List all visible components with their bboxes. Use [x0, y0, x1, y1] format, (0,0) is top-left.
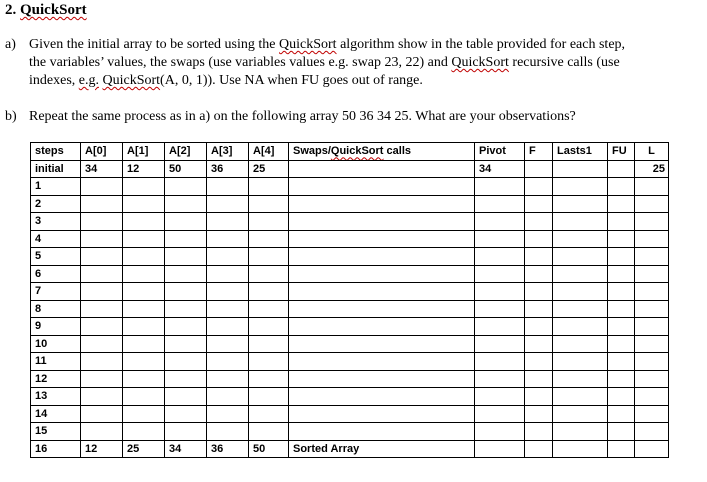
table-cell: [81, 195, 123, 213]
table-row: [31, 195, 669, 213]
table-cell: [207, 318, 249, 336]
table-row: [31, 388, 669, 406]
table-cell: [289, 283, 475, 301]
table-cell: [553, 405, 608, 423]
column-header: FU: [608, 143, 635, 161]
table-cell: [249, 195, 289, 213]
table-cell: [635, 300, 669, 318]
table-cell: [475, 248, 525, 266]
question-a-line: [29, 54, 705, 72]
question-a-line: [29, 72, 705, 90]
table-cell: [81, 388, 123, 406]
table-cell: [81, 405, 123, 423]
quicksort-trace-table: [30, 142, 669, 458]
step-cell: 6: [31, 265, 81, 283]
table-cell: [165, 265, 207, 283]
table-row: [31, 283, 669, 301]
table-cell: [475, 405, 525, 423]
table-cell: [165, 423, 207, 441]
table-cell: [475, 318, 525, 336]
table-row: [31, 300, 669, 318]
table-cell: [525, 300, 553, 318]
table-cell: [289, 423, 475, 441]
table-row: [31, 265, 669, 283]
table-cell: [289, 248, 475, 266]
table-row: [31, 335, 669, 353]
table-cell: 34: [165, 440, 207, 458]
table-cell: [81, 370, 123, 388]
question-b-label: b): [5, 109, 17, 124]
table-cell: [123, 370, 165, 388]
table-cell: [123, 318, 165, 336]
table-cell: [475, 388, 525, 406]
table-cell: [207, 230, 249, 248]
table-cell: [123, 283, 165, 301]
step-cell: 10: [31, 335, 81, 353]
step-cell: 9: [31, 318, 81, 336]
table-cell: [475, 195, 525, 213]
table-cell: [525, 265, 553, 283]
table-cell: [525, 283, 553, 301]
table-header-row: [31, 143, 669, 161]
table-row: [31, 353, 669, 371]
table-cell: [165, 353, 207, 371]
section-heading: [5, 2, 87, 19]
table-cell: [608, 388, 635, 406]
table-cell: [608, 195, 635, 213]
table-row: [31, 213, 669, 231]
table-cell: [249, 300, 289, 318]
table-cell: [525, 440, 553, 458]
table-cell: [207, 370, 249, 388]
table-cell: [608, 370, 635, 388]
table-cell: [207, 178, 249, 196]
table-cell: 25: [123, 440, 165, 458]
column-header: Swaps/QuickSort calls: [289, 143, 475, 161]
table-cell: [123, 353, 165, 371]
table-cell: [553, 335, 608, 353]
table-cell: [289, 230, 475, 248]
table-cell: [289, 353, 475, 371]
table-cell: [475, 213, 525, 231]
table-cell: [289, 388, 475, 406]
table-cell: [165, 213, 207, 231]
table-cell: [207, 405, 249, 423]
table-cell: [475, 423, 525, 441]
question-a-label: a): [5, 37, 16, 52]
table-row: [31, 405, 669, 423]
column-header: A[4]: [249, 143, 289, 161]
table-cell: [289, 178, 475, 196]
table-cell: [635, 318, 669, 336]
table-cell: [553, 178, 608, 196]
table-row: [31, 178, 669, 196]
table-cell: [249, 283, 289, 301]
table-cell: [123, 405, 165, 423]
table-cell: [165, 300, 207, 318]
table-cell: [123, 388, 165, 406]
table-cell: [207, 248, 249, 266]
table-cell: [608, 335, 635, 353]
table-cell: [123, 195, 165, 213]
table-cell: [553, 213, 608, 231]
table-cell: [635, 230, 669, 248]
table-cell: [608, 423, 635, 441]
table-cell: [475, 300, 525, 318]
table-cell: Sorted Array: [289, 440, 475, 458]
step-cell: 11: [31, 353, 81, 371]
table-cell: [249, 248, 289, 266]
table-cell: [249, 213, 289, 231]
table-cell: [165, 195, 207, 213]
table-cell: [525, 178, 553, 196]
table-cell: [207, 353, 249, 371]
table-cell: 12: [81, 440, 123, 458]
table-cell: [165, 405, 207, 423]
table-cell: [475, 370, 525, 388]
table-cell: [123, 300, 165, 318]
table-cell: [81, 318, 123, 336]
table-cell: [289, 370, 475, 388]
table-cell: [123, 335, 165, 353]
table-cell: [81, 213, 123, 231]
table-cell: [553, 423, 608, 441]
table-cell: [475, 335, 525, 353]
column-header: L: [635, 143, 669, 161]
table-cell: [635, 283, 669, 301]
table-cell: [608, 318, 635, 336]
table-cell: [525, 423, 553, 441]
table-cell: [123, 265, 165, 283]
table-cell: [525, 230, 553, 248]
table-cell: [165, 318, 207, 336]
table-cell: [553, 195, 608, 213]
table-cell: [635, 248, 669, 266]
column-header: steps: [31, 143, 81, 161]
column-header: A[3]: [207, 143, 249, 161]
step-cell: 3: [31, 213, 81, 231]
table-cell: [289, 300, 475, 318]
table-cell: [525, 160, 553, 178]
table-cell: [525, 213, 553, 231]
table-cell: [475, 230, 525, 248]
table-row: [31, 230, 669, 248]
table-cell: [249, 370, 289, 388]
table-cell: [608, 283, 635, 301]
table-cell: [525, 248, 553, 266]
misspelled-word: QuickSort: [330, 145, 384, 158]
question-a-line: [29, 36, 705, 54]
table-row: [31, 423, 669, 441]
table-cell: [165, 248, 207, 266]
table-cell: [635, 405, 669, 423]
table-cell: [553, 300, 608, 318]
table-cell: [289, 160, 475, 178]
table-cell: [289, 335, 475, 353]
table-cell: [553, 265, 608, 283]
table-cell: [165, 178, 207, 196]
table-cell: [123, 178, 165, 196]
table-cell: [525, 195, 553, 213]
table-cell: [81, 353, 123, 371]
table-cell: [249, 388, 289, 406]
step-cell: 5: [31, 248, 81, 266]
table-cell: [81, 265, 123, 283]
table-row: [31, 318, 669, 336]
table-cell: [81, 423, 123, 441]
table-cell: [553, 248, 608, 266]
table-cell: [635, 335, 669, 353]
table-cell: [635, 440, 669, 458]
table-cell: [289, 195, 475, 213]
step-cell: 15: [31, 423, 81, 441]
question-a-text-segment: recursive calls (use: [508, 55, 620, 70]
table-cell: [553, 230, 608, 248]
table-cell: [608, 440, 635, 458]
table-cell: [165, 230, 207, 248]
table-cell: 50: [165, 160, 207, 178]
table-cell: [123, 230, 165, 248]
table-cell: [123, 423, 165, 441]
table-cell: [165, 283, 207, 301]
question-a-text-segment: the variables’ values, the swaps (use variables values e.g. swap 23, 22) and: [29, 55, 452, 70]
table-cell: [553, 283, 608, 301]
step-cell: 12: [31, 370, 81, 388]
table-cell: 12: [123, 160, 165, 178]
column-header: F: [525, 143, 553, 161]
table-cell: [165, 388, 207, 406]
question-a-text: [29, 36, 705, 90]
step-cell: 14: [31, 405, 81, 423]
table-cell: [553, 160, 608, 178]
step-cell: 16: [31, 440, 81, 458]
table-row: [31, 160, 669, 178]
table-cell: [475, 265, 525, 283]
table-cell: [635, 353, 669, 371]
table-cell: [249, 318, 289, 336]
table-cell: [249, 265, 289, 283]
column-header: A[1]: [123, 143, 165, 161]
table-cell: [608, 248, 635, 266]
table-cell: [249, 423, 289, 441]
table-cell: [249, 353, 289, 371]
table-cell: [553, 370, 608, 388]
table-cell: [608, 230, 635, 248]
table-cell: 36: [207, 440, 249, 458]
table-cell: [249, 230, 289, 248]
table-cell: [608, 213, 635, 231]
table-cell: [608, 160, 635, 178]
table-cell: [289, 265, 475, 283]
misspelled-word: QuickSort: [102, 73, 161, 88]
table-cell: [289, 213, 475, 231]
question-a-text-segment: indexes,: [29, 73, 79, 88]
column-header: A[2]: [165, 143, 207, 161]
table-cell: [207, 300, 249, 318]
table-cell: [207, 423, 249, 441]
table-cell: [525, 318, 553, 336]
column-header: A[0]: [81, 143, 123, 161]
table-cell: [207, 335, 249, 353]
table-cell: 34: [475, 160, 525, 178]
table-cell: [207, 195, 249, 213]
step-cell: 4: [31, 230, 81, 248]
step-cell: 13: [31, 388, 81, 406]
table-cell: [81, 248, 123, 266]
table-cell: [207, 388, 249, 406]
step-cell: 7: [31, 283, 81, 301]
table-cell: 25: [635, 160, 669, 178]
table-cell: 25: [249, 160, 289, 178]
table-cell: [249, 405, 289, 423]
step-cell: 8: [31, 300, 81, 318]
misspelled-word: e.g.: [78, 73, 99, 88]
table-cell: [207, 213, 249, 231]
table-row: [31, 440, 669, 458]
section-number: 2.: [5, 2, 17, 18]
table-cell: [635, 178, 669, 196]
table-cell: [553, 440, 608, 458]
table-cell: [165, 370, 207, 388]
table-cell: 36: [207, 160, 249, 178]
table-cell: [81, 230, 123, 248]
section-title: QuickSort: [20, 2, 87, 18]
table-cell: [289, 405, 475, 423]
table-cell: [81, 178, 123, 196]
table-cell: [165, 335, 207, 353]
table-cell: [635, 423, 669, 441]
table-cell: [249, 178, 289, 196]
table-cell: [553, 388, 608, 406]
table-cell: [635, 388, 669, 406]
table-cell: [525, 353, 553, 371]
table-cell: [207, 283, 249, 301]
table-cell: [475, 353, 525, 371]
table-cell: [635, 195, 669, 213]
table-cell: [635, 370, 669, 388]
table-cell: [525, 370, 553, 388]
table-cell: [608, 353, 635, 371]
table-cell: [249, 335, 289, 353]
table-cell: [525, 335, 553, 353]
table-row: [31, 370, 669, 388]
table-cell: [525, 405, 553, 423]
table-cell: [81, 283, 123, 301]
table-cell: [289, 318, 475, 336]
table-cell: [525, 388, 553, 406]
table-cell: [608, 265, 635, 283]
question-a-text-segment: (A, 0, 1)). Use NA when FU goes out of range.: [160, 73, 423, 88]
table-cell: [553, 318, 608, 336]
step-cell: 2: [31, 195, 81, 213]
table-cell: [123, 213, 165, 231]
table-row: [31, 248, 669, 266]
table-cell: [123, 248, 165, 266]
table-cell: [207, 265, 249, 283]
column-header: Lasts1: [553, 143, 608, 161]
question-b-text: Repeat the same process as in a) on the following array 50 36 34 25. What are your observations?: [29, 109, 576, 124]
table-cell: [475, 440, 525, 458]
misspelled-word: QuickSort: [279, 37, 337, 52]
column-header: Pivot: [475, 143, 525, 161]
table-cell: [475, 178, 525, 196]
table-cell: 50: [249, 440, 289, 458]
question-a-text-segment: Given the initial array to be sorted using the: [29, 37, 279, 52]
table-cell: [608, 405, 635, 423]
table-cell: [608, 300, 635, 318]
table-cell: [81, 335, 123, 353]
table-cell: 34: [81, 160, 123, 178]
misspelled-word: QuickSort: [451, 55, 509, 70]
table-cell: [608, 178, 635, 196]
step-cell: initial: [31, 160, 81, 178]
question-a-text-segment: algorithm show in the table provided for each step,: [336, 37, 626, 52]
table-cell: [635, 213, 669, 231]
step-cell: 1: [31, 178, 81, 196]
table-cell: [475, 283, 525, 301]
table-cell: [635, 265, 669, 283]
table-cell: [81, 300, 123, 318]
table-cell: [553, 353, 608, 371]
